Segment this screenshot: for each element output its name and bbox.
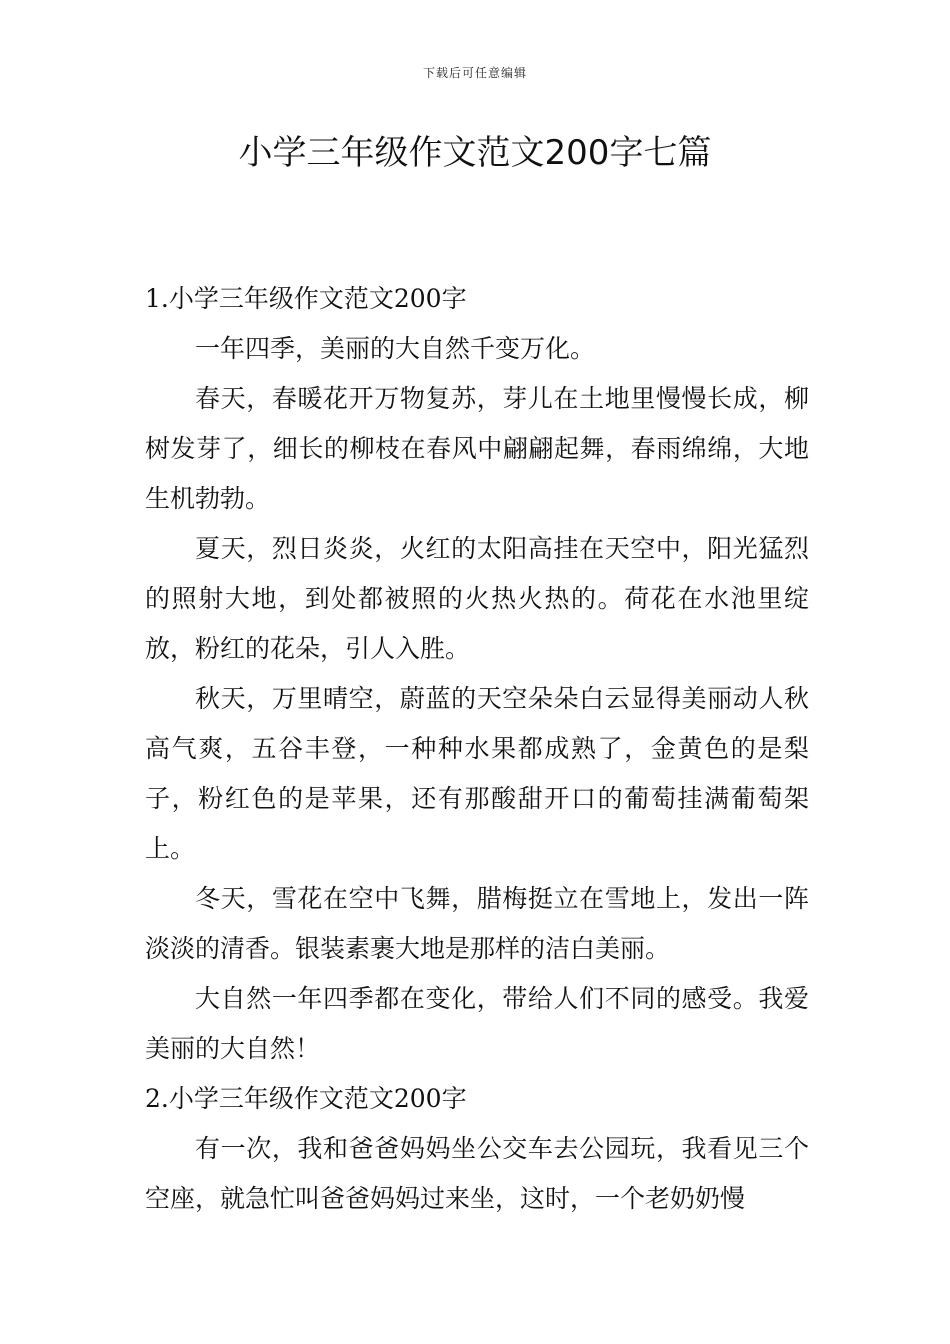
document-title: 小学三年级作文范文200字七篇 <box>238 133 712 173</box>
section-heading: 1.小学三年级作文范文200字 <box>145 284 467 313</box>
paragraph: 一年四季，美丽的大自然千变万化。 <box>195 334 596 363</box>
paragraph: 秋天，万里晴空，蔚蓝的天空朵朵白云显得美丽动人秋高气爽，五谷丰登，一种种水果都成熟了，金黄色的是梨子，粉红色的是苹果，还有那酸甜开口的葡萄挂满葡萄架上。 <box>145 684 809 863</box>
section-2 <box>145 1074 809 1224</box>
header-note: 下载后可任意编辑 <box>422 66 527 80</box>
paragraph: 有一次，我和爸爸妈妈坐公交车去公园玩，我看见三个空座，就急忙叫爸爸妈妈过来坐，这时，一个老奶奶慢 <box>145 1134 809 1213</box>
paragraph: 春天，春暖花开万物复苏，芽儿在土地里慢慢长成，柳树发芽了，细长的柳枝在春风中翩翩起舞，春雨绵绵，大地生机勃勃。 <box>145 384 809 513</box>
section-1 <box>145 274 809 1074</box>
section-heading: 2.小学三年级作文范文200字 <box>145 1084 467 1113</box>
paragraph: 大自然一年四季都在变化，带给人们不同的感受。我爱美丽的大自然！ <box>145 984 809 1063</box>
document-body <box>145 274 809 1224</box>
paragraph: 夏天，烈日炎炎，火红的太阳高挂在天空中，阳光猛烈的照射大地，到处都被照的火热火热的。荷花在水池里绽放，粉红的花朵，引人入胜。 <box>145 534 809 663</box>
paragraph: 冬天，雪花在空中飞舞，腊梅挺立在雪地上，发出一阵淡淡的清香。银装素裹大地是那样的洁白美丽。 <box>145 884 809 963</box>
